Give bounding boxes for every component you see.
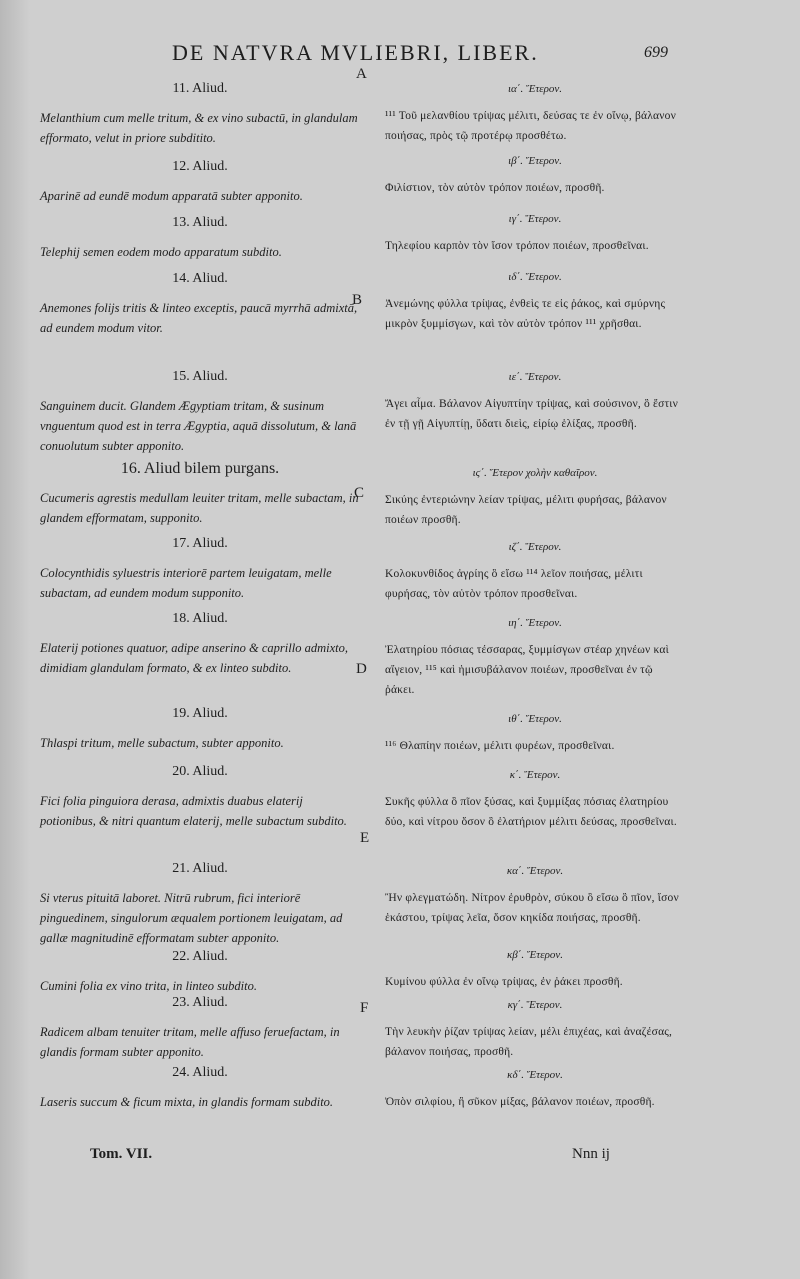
volume-signature: Tom. VII. (90, 1146, 153, 1162)
entry-text: Ἐλατηρίου πόσιας τέσσαρας, ξυμμίσγων στέαρ χηνέων καὶ αἴγειον, ¹¹⁵ καὶ ἡμισυβάλανον ποιέων, προσθεῖναι ἐν τῷ ῥάκει. (385, 644, 669, 696)
greek-entry-21 (385, 862, 685, 928)
entry-text: Συκῆς φύλλα ὃ πῖον ξύσας, καὶ ξυμμίξας πόσιας ἐλατηρίου δύο, καὶ νίτρου ὅσον ὃ ἐλατήριον μέλιτι δεύσας, προσθεῖναι. (385, 796, 677, 828)
margin-marker-e: E (360, 830, 370, 846)
latin-entry-22 (40, 948, 360, 996)
gutter-shadow (0, 0, 30, 1279)
entry-heading: ιγ΄. Ἕτερον. (508, 213, 562, 225)
entry-heading: 13. Aliud. (172, 215, 228, 230)
entry-text: Colocynthidis syluestris interiorē partem leuigatam, melle subactam, ad eundem modum supponito. (40, 566, 332, 600)
entry-heading: 18. Aliud. (172, 611, 228, 626)
entry-heading: 19. Aliud. (172, 706, 228, 721)
latin-entry-13 (40, 214, 360, 262)
entry-heading: ιε΄. Ἕτερον. (508, 371, 562, 383)
greek-entry-14 (385, 268, 685, 334)
entry-heading: 21. Aliud. (172, 861, 228, 876)
entry-heading: ιβ΄. Ἕτερον. (508, 155, 562, 167)
entry-text: Melanthium cum melle tritum, & ex vino subactū, in glandulam efformato, velut in priore subditito. (40, 111, 358, 145)
page-number: 699 (644, 44, 668, 61)
greek-entry-17 (385, 538, 685, 604)
latin-entry-21 (40, 860, 360, 948)
entry-text: ¹¹⁶ Θλαπίην ποιέων, μέλιτι φυρέων, προσθεῖναι. (385, 740, 615, 752)
entry-text: Anemones folijs tritis & linteo exceptis, paucā myrrhā admixtā, ad eundem modum vitor. (40, 301, 358, 335)
latin-entry-12 (40, 158, 360, 206)
entry-heading: κβ΄. Ἕτερον. (506, 949, 563, 961)
entry-heading: 12. Aliud. (172, 159, 228, 174)
entry-heading: 23. Aliud. (172, 995, 228, 1010)
entry-text: Τηλεφίου καρπὸν τὸν ἴσον τρόπον ποιέων, προσθεῖναι. (385, 240, 649, 252)
entry-text: Thlaspi tritum, melle subactum, subter apponito. (40, 736, 284, 750)
latin-entry-14 (40, 270, 363, 338)
entry-text: Aparinē ad eundē modum apparatā subter apponito. (40, 189, 303, 203)
latin-entry-24 (40, 1064, 360, 1112)
margin-marker-d: D (356, 661, 367, 677)
greek-entry-12 (385, 152, 685, 198)
latin-entry-23 (40, 994, 360, 1062)
latin-entry-19 (40, 705, 360, 753)
entry-heading: ια΄. Ἕτερον. (507, 83, 563, 95)
entry-heading: 11. Aliud. (172, 81, 228, 96)
entry-text: Cucumeris agrestis medullam leuiter tritam, melle subactam, in glandem efformatam, supponito. (40, 491, 359, 525)
latin-entry-11 (40, 80, 360, 148)
greek-entry-16 (385, 464, 685, 530)
greek-entry-18 (385, 614, 685, 700)
margin-marker-b: B (352, 292, 363, 308)
entry-text: Ἄγει αἷμα. Βάλανον Αἰγυπτίην τρίψας, καὶ σούσινον, ὃ ἔστιν ἐν τῇ γῇ Αἰγυπτίῃ, ὕδατι διεὶς, εἰρίῳ ἑλίξας, προσθῆ. (385, 398, 678, 430)
latin-entry-16 (40, 460, 360, 528)
entry-text: Ἀνεμώνης φύλλα τρίψας, ἐνθεὶς τε εἰς ῥάκος, καὶ σμύρνης μικρὸν ξυμμίσγων, καὶ τὸν αὐτὸν τρόπον ¹¹¹ χρῆσθαι. (385, 298, 666, 330)
greek-entry-20 (385, 766, 685, 832)
latin-entry-17 (40, 535, 360, 603)
margin-marker-a: A (356, 66, 367, 82)
entry-text: Cumini folia ex vino trita, in linteo subdito. (40, 979, 258, 993)
entry-heading: 17. Aliud. (172, 536, 228, 551)
greek-entry-24 (385, 1066, 685, 1112)
entry-text: Ὀπὸν σιλφίου, ἢ σῦκον μίξας, βάλανον ποιέων, προσθῆ. (385, 1096, 655, 1108)
entry-text: Radicem albam tenuiter tritam, melle affuso feruefactam, in glandis formam subter apponito. (40, 1025, 340, 1059)
entry-heading: 14. Aliud. (172, 271, 228, 286)
entry-text: Elaterij potiones quatuor, adipe anserino & caprillo admixto, dimidiam glandulam formato, & ex linteo subdito. (40, 641, 348, 675)
entry-text: Fici folia pinguiora derasa, admixtis duabus elaterij potionibus, & nitri quantum elaterij, melle subactum subdito. (40, 794, 347, 828)
greek-entry-15 (385, 368, 685, 434)
entry-text: Σικύης ἐντεριώνην λείαν τρίψας, μέλιτι φυρήσας, βάλανον ποιέων προσθῆ. (385, 494, 667, 526)
running-title: DE NATVRA MVLIEBRI, LIBER. (172, 40, 539, 65)
margin-marker-f: F (360, 1000, 369, 1016)
entry-heading: κ΄. Ἕτερον. (509, 769, 561, 781)
entry-heading: ιϛ΄. Ἕτερον χολὴν καθαῖρον. (472, 467, 598, 479)
entry-heading: ιη΄. Ἕτερον. (508, 617, 562, 629)
latin-entry-20 (40, 763, 360, 831)
margin-marker-c: C (354, 485, 365, 501)
latin-entry-18 (40, 610, 360, 678)
entry-heading: 16. Aliud bilem purgans. (120, 460, 280, 477)
entry-text: Si vterus pituitā laboret. Nitrū rubrum, fici interiorē pinguedinem, singulorum æqualem portionem leuigatam, ad gallæ magnitudinē efformatam subter apponito. (40, 891, 343, 945)
entry-text: Φιλίστιον, τὸν αὐτὸν τρόπον ποιέων, προσθῆ. (385, 182, 605, 194)
entry-heading: 15. Aliud. (172, 369, 228, 384)
entry-text: Telephij semen eodem modo apparatum subdito. (40, 245, 282, 259)
entry-heading: κα΄. Ἕτερον. (506, 865, 564, 877)
entry-text: Laseris succum & ficum mixta, in glandis formam subdito. (40, 1095, 334, 1109)
entry-heading: ιθ΄. Ἕτερον. (508, 713, 562, 725)
greek-entry-19 (385, 710, 685, 756)
entry-text: Κολοκυνθίδος ἀγρίης ὃ εἴσω ¹¹⁴ λεῖον ποιήσας, μέλιτι φυρήσας, τὸν αὐτὸν τρόπον προσθεῖναι. (385, 568, 643, 600)
entry-text: Τὴν λευκὴν ῥίζαν τρίψας λείαν, μέλι ἐπιχέας, καὶ ἀναζέσας, βάλανον ποιήσας, προσθῆ. (385, 1026, 673, 1058)
entry-text: Sanguinem ducit. Glandem Ægyptiam tritam, & susinum vnguentum quod est in terra Ægyptia, aquā dissolutum, & lanā conuolutum subter apponito. (40, 399, 357, 453)
entry-heading: 20. Aliud. (172, 764, 228, 779)
greek-entry-13 (385, 210, 685, 256)
entry-text: Ἢν φλεγματώδη. Νίτρον ἐρυθρὸν, σύκου ὃ εἴσω ὃ πῖον, ἴσον ἑκάστου, τρίψας λεῖα, ὅσον κηκίδα ποιήσας, προσθῆ. (385, 892, 679, 924)
latin-entry-15 (40, 368, 360, 456)
entry-text: Κυμίνου φύλλα ἐν οἴνῳ τρίψας, ἐν ῥάκει προσθῆ. (385, 976, 623, 988)
gathering-signature: Nnn ij (572, 1146, 610, 1162)
greek-entry-23 (385, 996, 685, 1062)
entry-heading: 22. Aliud. (172, 949, 228, 964)
entry-text: ¹¹¹ Τοῦ μελανθίου τρίψας μέλιτι, δεύσας τε ἐν οἴνῳ, βάλανον ποιήσας, πρὸς τῷ προτέρῳ προσθέτω. (385, 110, 676, 142)
entry-heading: 24. Aliud. (172, 1065, 228, 1080)
entry-heading: ιδ΄. Ἕτερον. (508, 271, 562, 283)
entry-heading: ιζ΄. Ἕτερον. (508, 541, 562, 553)
entry-heading: κδ΄. Ἕτερον. (507, 1069, 563, 1081)
greek-entry-22 (385, 946, 685, 992)
greek-entry-11 (385, 80, 685, 146)
entry-heading: κγ΄. Ἕτερον. (507, 999, 563, 1011)
